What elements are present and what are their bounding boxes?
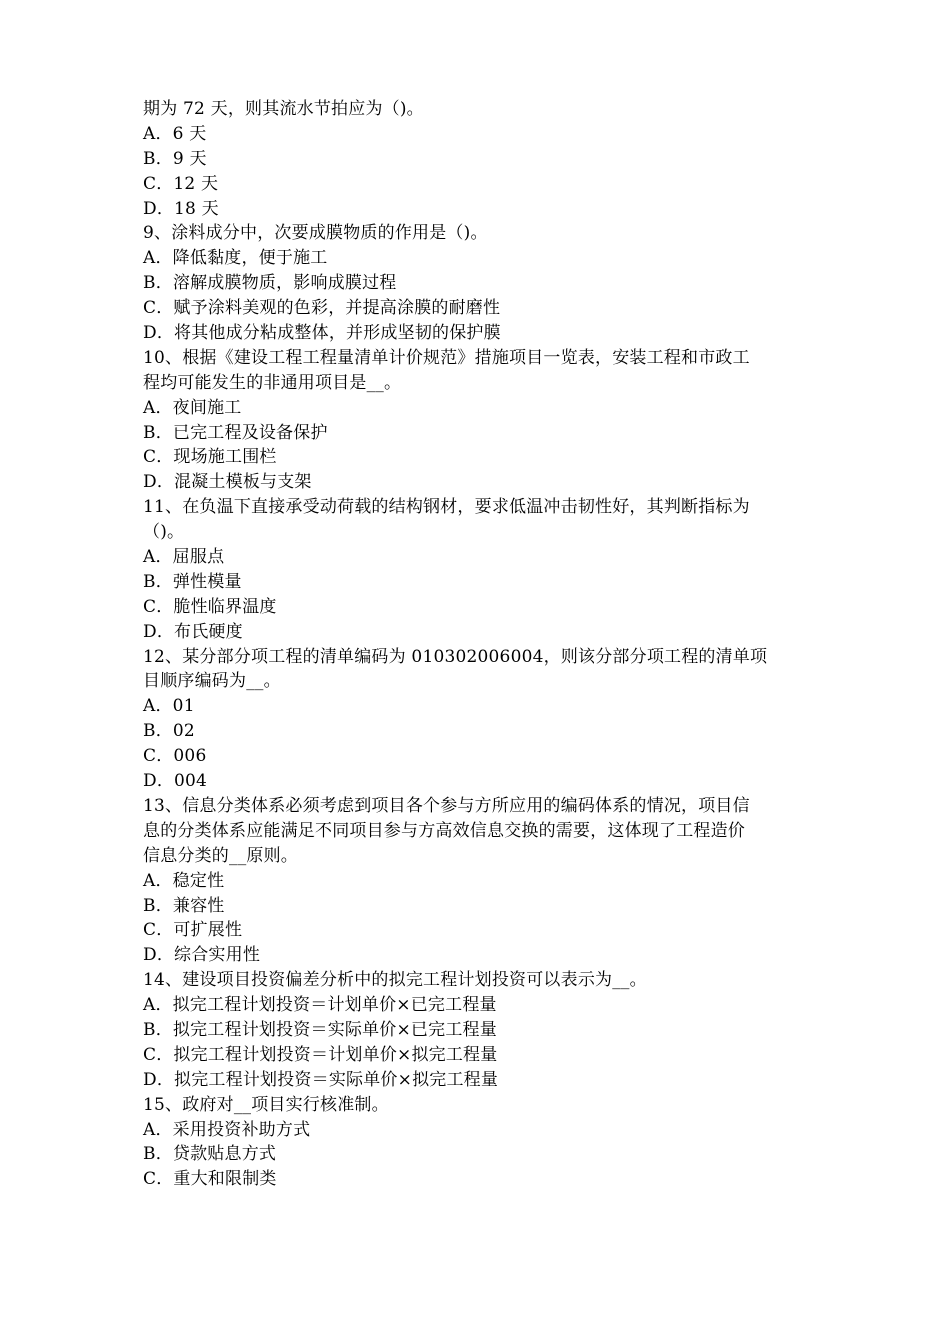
option-line: C．脆性临界温度 xyxy=(143,596,277,617)
question-line: 15、政府对__项目实行核准制。 xyxy=(143,1094,389,1115)
option-line: A．采用投资补助方式 xyxy=(143,1119,311,1140)
option-line: B．02 xyxy=(143,721,195,742)
option-line: C．可扩展性 xyxy=(143,920,243,941)
option-line: B．9 天 xyxy=(143,148,207,169)
question-line: 程均可能发生的非通用项目是__。 xyxy=(143,372,402,393)
option-line: D．拟完工程计划投资＝实际单价×拟完工程量 xyxy=(143,1069,499,1090)
option-line: B．贷款贴息方式 xyxy=(143,1144,277,1165)
question-line: 息的分类体系应能满足不同项目参与方高效信息交换的需要，这体现了工程造价 xyxy=(143,820,745,841)
option-line: C．重大和限制类 xyxy=(143,1169,277,1190)
question-line: （)。 xyxy=(143,522,185,543)
option-line: C．12 天 xyxy=(143,173,219,194)
option-line: A．拟完工程计划投资＝计划单价×已完工程量 xyxy=(143,995,497,1016)
option-line: C．006 xyxy=(143,746,207,767)
option-line: B．溶解成膜物质，影响成膜过程 xyxy=(143,273,397,294)
option-line: B．弹性模量 xyxy=(143,571,242,592)
option-line: D．混凝土模板与支架 xyxy=(143,472,312,493)
option-line: D．将其他成分粘成整体，并形成坚韧的保护膜 xyxy=(143,323,501,344)
option-line: A．夜间施工 xyxy=(143,397,242,418)
option-line: A．屈服点 xyxy=(143,547,225,568)
option-line: C．赋予涂料美观的色彩，并提高涂膜的耐磨性 xyxy=(143,298,501,319)
question-line: 信息分类的__原则。 xyxy=(143,845,298,866)
option-line: C．现场施工围栏 xyxy=(143,447,277,468)
question-line: 目顺序编码为__。 xyxy=(143,671,281,692)
question-line: 11、在负温下直接承受动荷载的结构钢材，要求低温冲击韧性好，其判断指标为 xyxy=(143,497,750,518)
option-line: C．拟完工程计划投资＝计划单价×拟完工程量 xyxy=(143,1044,498,1065)
option-line: A．6 天 xyxy=(143,123,207,144)
option-line: A．01 xyxy=(143,696,195,717)
question-line: 13、信息分类体系必须考虑到项目各个参与方所应用的编码体系的情况，项目信 xyxy=(143,795,750,816)
option-line: B．兼容性 xyxy=(143,895,225,916)
option-line: D．综合实用性 xyxy=(143,945,261,966)
option-line: D．布氏硬度 xyxy=(143,621,243,642)
document-page xyxy=(143,97,823,1192)
option-line: B．已完工程及设备保护 xyxy=(143,422,328,443)
question-line: 10、根据《建设工程工程量清单计价规范》措施项目一览表，安装工程和市政工 xyxy=(143,347,750,368)
option-line: D．18 天 xyxy=(143,198,219,219)
text-line: 期为 72 天，则其流水节拍应为（)。 xyxy=(143,99,424,119)
option-line: D．004 xyxy=(143,771,208,792)
option-line: A．降低黏度，便于施工 xyxy=(143,248,328,269)
option-line: A．稳定性 xyxy=(143,870,225,891)
option-line: B．拟完工程计划投资＝实际单价×已完工程量 xyxy=(143,1019,497,1040)
question-line: 9、涂料成分中，次要成膜物质的作用是（)。 xyxy=(143,223,488,244)
question-line: 12、某分部分项工程的清单编码为 010302006004，则该分部分项工程的清单项 xyxy=(143,646,768,667)
question-line: 14、建设项目投资偏差分析中的拟完工程计划投资可以表示为__。 xyxy=(143,970,647,991)
